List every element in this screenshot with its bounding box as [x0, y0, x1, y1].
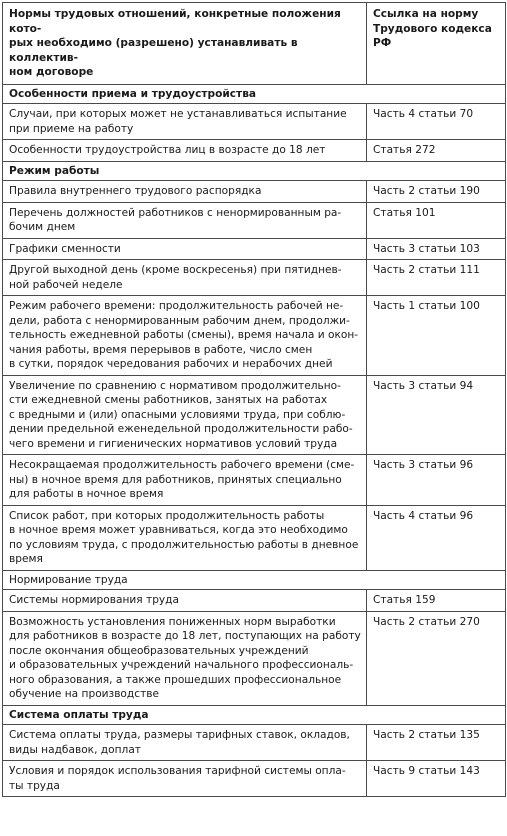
- section-header-row: [3, 570, 506, 590]
- section-title-text: Нормирование труда: [9, 573, 128, 586]
- section-title: [3, 705, 506, 725]
- norm-description-line: Режим рабочего времени: продолжительность рабочей не-: [9, 300, 344, 312]
- labor-code-reference-cell: [367, 590, 506, 612]
- labor-code-reference-cell: [367, 260, 506, 296]
- norm-description-cell: [3, 761, 367, 797]
- section-header-row: [3, 84, 506, 104]
- labor-code-reference: Статья 159: [373, 594, 436, 606]
- section-title: [3, 161, 506, 181]
- norm-description-line: в сутки, порядок чередования рабочих и нерабочих дней: [9, 358, 333, 370]
- norm-description-line: для работы в ночное время: [9, 488, 164, 500]
- table-row: [3, 238, 506, 260]
- labor-code-reference: Статья 101: [373, 206, 436, 219]
- norm-description-line: обучение на производстве: [9, 688, 159, 700]
- norm-description-line: бочим днем: [9, 221, 76, 233]
- table-row: [3, 455, 506, 506]
- norm-description-line: по условиям труда, с продолжительностью работы в дневное: [9, 538, 359, 551]
- labor-code-reference: Часть 3 статьи 94: [373, 379, 474, 392]
- norm-description-line: чего времени и гигиенических нормативов условий труда: [9, 437, 338, 450]
- norm-description-line: ной рабочей неделе: [9, 278, 123, 291]
- labor-code-reference: Статья 272: [373, 144, 436, 156]
- norm-description-line: чания работы, время перерывов в работе, число смен: [9, 343, 313, 356]
- labor-code-reference-cell: [367, 202, 506, 238]
- norm-description-line: Правила внутреннего трудового распорядка: [9, 185, 262, 197]
- labor-code-reference: Часть 2 статьи 111: [373, 264, 480, 276]
- labor-code-reference-cell: [367, 505, 506, 570]
- labor-code-reference: Часть 3 статьи 96: [373, 459, 474, 471]
- table-row: [3, 611, 506, 705]
- labor-code-reference-cell: [367, 181, 506, 203]
- norm-description-cell: [3, 260, 367, 296]
- labor-code-reference-cell: [367, 611, 506, 705]
- norms-table: [2, 2, 506, 797]
- norm-description-cell: [3, 455, 367, 506]
- table-header-row: [3, 3, 506, 85]
- norm-description-cell: [3, 611, 367, 705]
- norm-description-line: ного образования, а также прошедших профессиональное: [9, 673, 342, 686]
- header-norms-column: Нормы трудовых отношений, конкретные положения кото- рых необходимо (разрешено) устанавливать в коллектив- ном договоре: [3, 3, 367, 85]
- labor-code-reference: Часть 1 статьи 100: [373, 300, 480, 312]
- labor-code-reference-cell: [367, 296, 506, 376]
- norm-description-line: после окончания общеобразовательных учреждений: [9, 644, 309, 657]
- table-row: [3, 260, 506, 296]
- norm-description-line: Список работ, при которых продолжительность работы: [9, 509, 325, 522]
- norm-description-line: виды надбавок, доплат: [9, 743, 141, 756]
- norm-description-line: для работников в возрасте до 18 лет, поступающих на работу: [9, 630, 361, 642]
- norm-description-line: Графики сменности: [9, 242, 121, 255]
- labor-code-reference: Часть 9 статьи 143: [373, 765, 480, 777]
- norm-description-line: дении предельной еженедельной продолжительности рабо-: [9, 423, 353, 435]
- section-header-row: [3, 705, 506, 725]
- norm-description-line: ты труда: [9, 779, 60, 792]
- table-row: [3, 296, 506, 376]
- labor-code-reference: Часть 4 статьи 70: [373, 108, 474, 120]
- norm-description-line: Перечень должностей работников с ненормированным ра-: [9, 206, 342, 219]
- norm-description-line: дели, работа с ненормированным рабочим днем, продолжи-: [9, 314, 350, 327]
- norm-description-cell: [3, 725, 367, 761]
- table-row: [3, 104, 506, 140]
- labor-code-reference: Часть 2 статьи 190: [373, 185, 480, 197]
- norm-description-line: время: [9, 553, 43, 565]
- norm-description-line: Возможность установления пониженных норм выработки: [9, 615, 336, 628]
- table-row: [3, 202, 506, 238]
- norm-description-cell: [3, 375, 367, 455]
- table-row: [3, 505, 506, 570]
- labor-code-reference-cell: [367, 455, 506, 506]
- table-body: [3, 84, 506, 797]
- labor-code-reference-cell: [367, 104, 506, 140]
- table-row: [3, 761, 506, 797]
- norm-description-line: Другой выходной день (кроме воскресенья) при пятиднев-: [9, 264, 342, 276]
- table-row: [3, 590, 506, 612]
- norm-description-line: Условия и порядок использования тарифной системы опла-: [9, 765, 346, 777]
- labor-code-reference: Часть 4 статьи 96: [373, 509, 474, 522]
- norm-description-line: сти ежедневной смены работников, занятых на работах: [9, 394, 328, 406]
- section-title: [3, 570, 506, 590]
- norm-description-cell: [3, 238, 367, 260]
- norm-description-line: Системы нормирования труда: [9, 594, 180, 606]
- norm-description-cell: [3, 140, 367, 162]
- norm-description-line: Несокращаемая продолжительность рабочего времени (сме-: [9, 459, 355, 471]
- section-header-row: [3, 161, 506, 181]
- labor-code-reference-cell: [367, 725, 506, 761]
- table-row: [3, 181, 506, 203]
- norm-description-line: при приеме на работу: [9, 122, 134, 135]
- labor-code-reference-cell: [367, 238, 506, 260]
- section-title: [3, 84, 506, 104]
- labor-code-reference-cell: [367, 375, 506, 455]
- norm-description-line: с вредными и (или) опасными условиями труда, при соблю-: [9, 408, 346, 421]
- norm-description-cell: [3, 590, 367, 612]
- norm-description-cell: [3, 202, 367, 238]
- norm-description-cell: [3, 296, 367, 376]
- section-title-text: Система оплаты труда: [9, 708, 149, 721]
- norm-description-line: и образовательных учреждений начального профессиональ-: [9, 659, 354, 671]
- labor-code-reference: Часть 2 статьи 135: [373, 729, 480, 741]
- norm-description-line: тельность ежедневной работы (смены), время начала и окон-: [9, 329, 359, 341]
- norm-description-cell: [3, 505, 367, 570]
- norm-description-line: Система оплаты труда, размеры тарифных ставок, окладов,: [9, 729, 350, 741]
- labor-code-reference-cell: [367, 761, 506, 797]
- norm-description-line: ны) в ночное время для работников, принятых специально: [9, 473, 342, 486]
- header-reference-column: Ссылка на норму Трудового кодекса РФ: [367, 3, 506, 85]
- norm-description-cell: [3, 104, 367, 140]
- labor-code-reference: Часть 2 статьи 270: [373, 615, 480, 628]
- norm-description-line: Особенности трудоустройства лиц в возрасте до 18 лет: [9, 144, 326, 156]
- norm-description-line: Увеличение по сравнению с нормативом продолжительно-: [9, 379, 341, 392]
- section-title-text: Особенности приема и трудоустройства: [9, 87, 257, 100]
- section-title-text: Режим работы: [9, 164, 100, 177]
- norm-description-line: Случаи, при которых может не устанавливаться испытание: [9, 108, 347, 120]
- labor-code-reference: Часть 3 статьи 103: [373, 242, 480, 255]
- table-row: [3, 140, 506, 162]
- labor-code-reference-cell: [367, 140, 506, 162]
- norm-description-cell: [3, 181, 367, 203]
- norm-description-line: в ночное время может уравниваться, когда это необходимо: [9, 524, 348, 536]
- table-row: [3, 725, 506, 761]
- table-row: [3, 375, 506, 455]
